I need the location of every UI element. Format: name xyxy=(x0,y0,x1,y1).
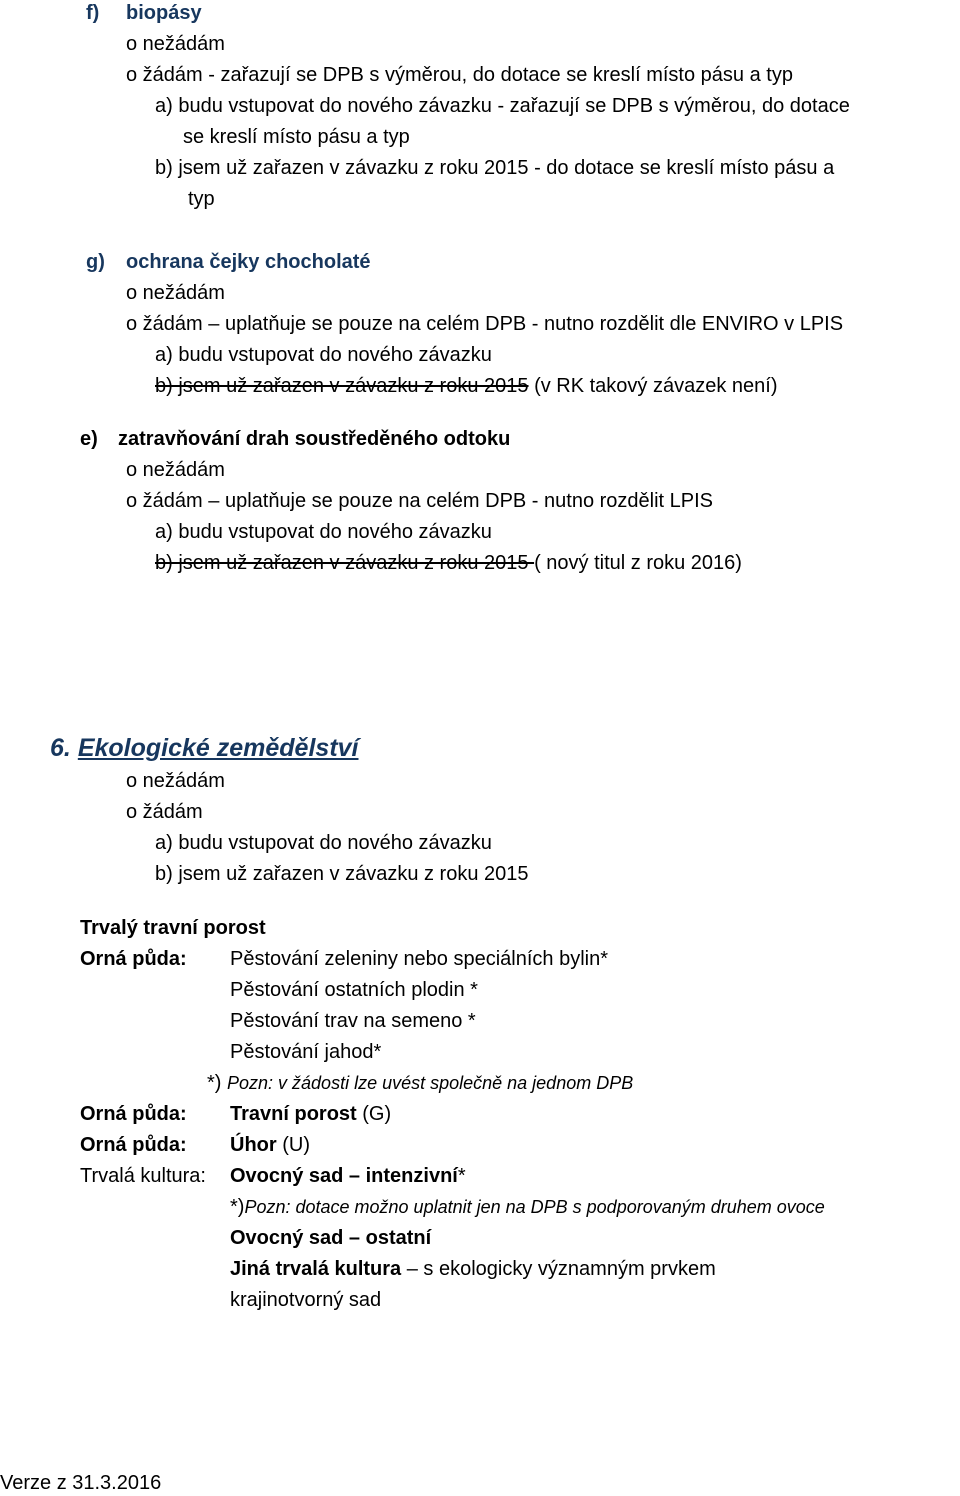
section-6-title: Ekologické zemědělství xyxy=(77,734,359,762)
orna-puda-label: Orná půda: xyxy=(80,948,187,970)
orna-item: Pěstování ostatních plodin * xyxy=(230,979,478,1001)
option-a: a) budu vstupovat do nového závazku - zařazují se DPB s výměrou, do dotace xyxy=(155,95,850,117)
jina-trvala-kultura-continued: krajinotvorný sad xyxy=(230,1289,382,1311)
section-e-title: zatravňování drah soustředěného odtoku xyxy=(118,428,511,450)
ovocny-sad-intenzivni-text: Ovocný sad – intenzivní xyxy=(230,1165,458,1187)
note-text: Pozn: dotace možno uplatnit jen na DPB s podporovaným druhem ovoce xyxy=(244,1197,825,1217)
option-zadam: o žádám – uplatňuje se pouze na celém DPB - nutno rozdělit dle ENVIRO v LPIS xyxy=(126,313,844,335)
option-b-struck: b) jsem už zařazen v závazku z roku 2015 xyxy=(155,552,535,574)
note-text: Pozn: v žádosti lze uvést společně na jednom DPB xyxy=(227,1073,634,1093)
option-b-continued: typ xyxy=(188,188,215,210)
orna-uhor xyxy=(230,1132,310,1158)
section-g-title: ochrana čejky chocholaté xyxy=(126,251,371,273)
travni-porost-code: (G) xyxy=(356,1103,392,1125)
option-nezadam: o nežádám xyxy=(126,770,225,792)
option-nezadam: o nežádám xyxy=(126,282,225,304)
option-b xyxy=(155,373,778,399)
ovocny-sad-ostatni: Ovocný sad – ostatní xyxy=(230,1227,432,1249)
section-6-heading xyxy=(50,733,359,763)
option-a-continued: se kreslí místo pásu a typ xyxy=(183,126,410,148)
section-e-label: e) xyxy=(80,428,98,450)
uhor-code: (U) xyxy=(276,1134,310,1156)
note-ovoce xyxy=(230,1194,825,1220)
orna-puda-label: Orná půda: xyxy=(80,1134,187,1156)
option-b xyxy=(155,550,742,576)
note-shared-dpb xyxy=(207,1070,633,1096)
option-a: a) budu vstupovat do nového závazku xyxy=(155,344,492,366)
option-b-struck: b) jsem už zařazen v závazku z roku 2015 xyxy=(155,375,529,397)
star-marker: * xyxy=(457,1165,466,1187)
option-b-note: (v RK takový závazek není) xyxy=(528,375,778,397)
ovocny-sad-intenzivni xyxy=(230,1163,466,1189)
section-f-title: biopásy xyxy=(126,2,202,24)
orna-travni-porost xyxy=(230,1101,391,1127)
orna-item: Pěstování zeleniny nebo speciálních bylin* xyxy=(230,948,609,970)
option-nezadam: o nežádám xyxy=(126,459,225,481)
section-f-label: f) xyxy=(86,2,100,24)
ttp-heading: Trvalý travní porost xyxy=(80,917,266,939)
version-footer: Verze z 31.3.2016 xyxy=(0,1472,162,1494)
note-star: *) xyxy=(207,1072,227,1094)
uhor-text: Úhor xyxy=(230,1134,277,1156)
option-zadam: o žádám - zařazují se DPB s výměrou, do dotace se kreslí místo pásu a typ xyxy=(126,64,793,86)
orna-item: Pěstování jahod* xyxy=(230,1041,382,1063)
option-nezadam: o nežádám xyxy=(126,33,225,55)
option-b-note: ( nový titul z roku 2016) xyxy=(534,552,742,574)
jina-trvala-kultura-text: Jiná trvalá kultura xyxy=(230,1258,402,1280)
section-g-label: g) xyxy=(86,251,105,273)
option-b: b) jsem už zařazen v závazku z roku 2015 xyxy=(155,863,529,885)
orna-puda-label: Orná půda: xyxy=(80,1103,187,1125)
trvala-kultura-label: Trvalá kultura: xyxy=(80,1165,206,1187)
orna-item: Pěstování trav na semeno * xyxy=(230,1010,476,1032)
travni-porost-text: Travní porost xyxy=(230,1103,357,1125)
option-a: a) budu vstupovat do nového závazku xyxy=(155,521,492,543)
note-star: *) xyxy=(230,1196,245,1218)
jina-trvala-kultura-desc: – s ekologicky významným prvkem xyxy=(401,1258,716,1280)
jina-trvala-kultura xyxy=(230,1256,716,1282)
section-6-number: 6. xyxy=(50,734,71,762)
option-a: a) budu vstupovat do nového závazku xyxy=(155,832,492,854)
option-zadam: o žádám xyxy=(126,801,203,823)
option-b: b) jsem už zařazen v závazku z roku 2015 - do dotace se kreslí místo pásu a xyxy=(155,157,835,179)
option-zadam: o žádám – uplatňuje se pouze na celém DPB - nutno rozdělit LPIS xyxy=(126,490,714,512)
